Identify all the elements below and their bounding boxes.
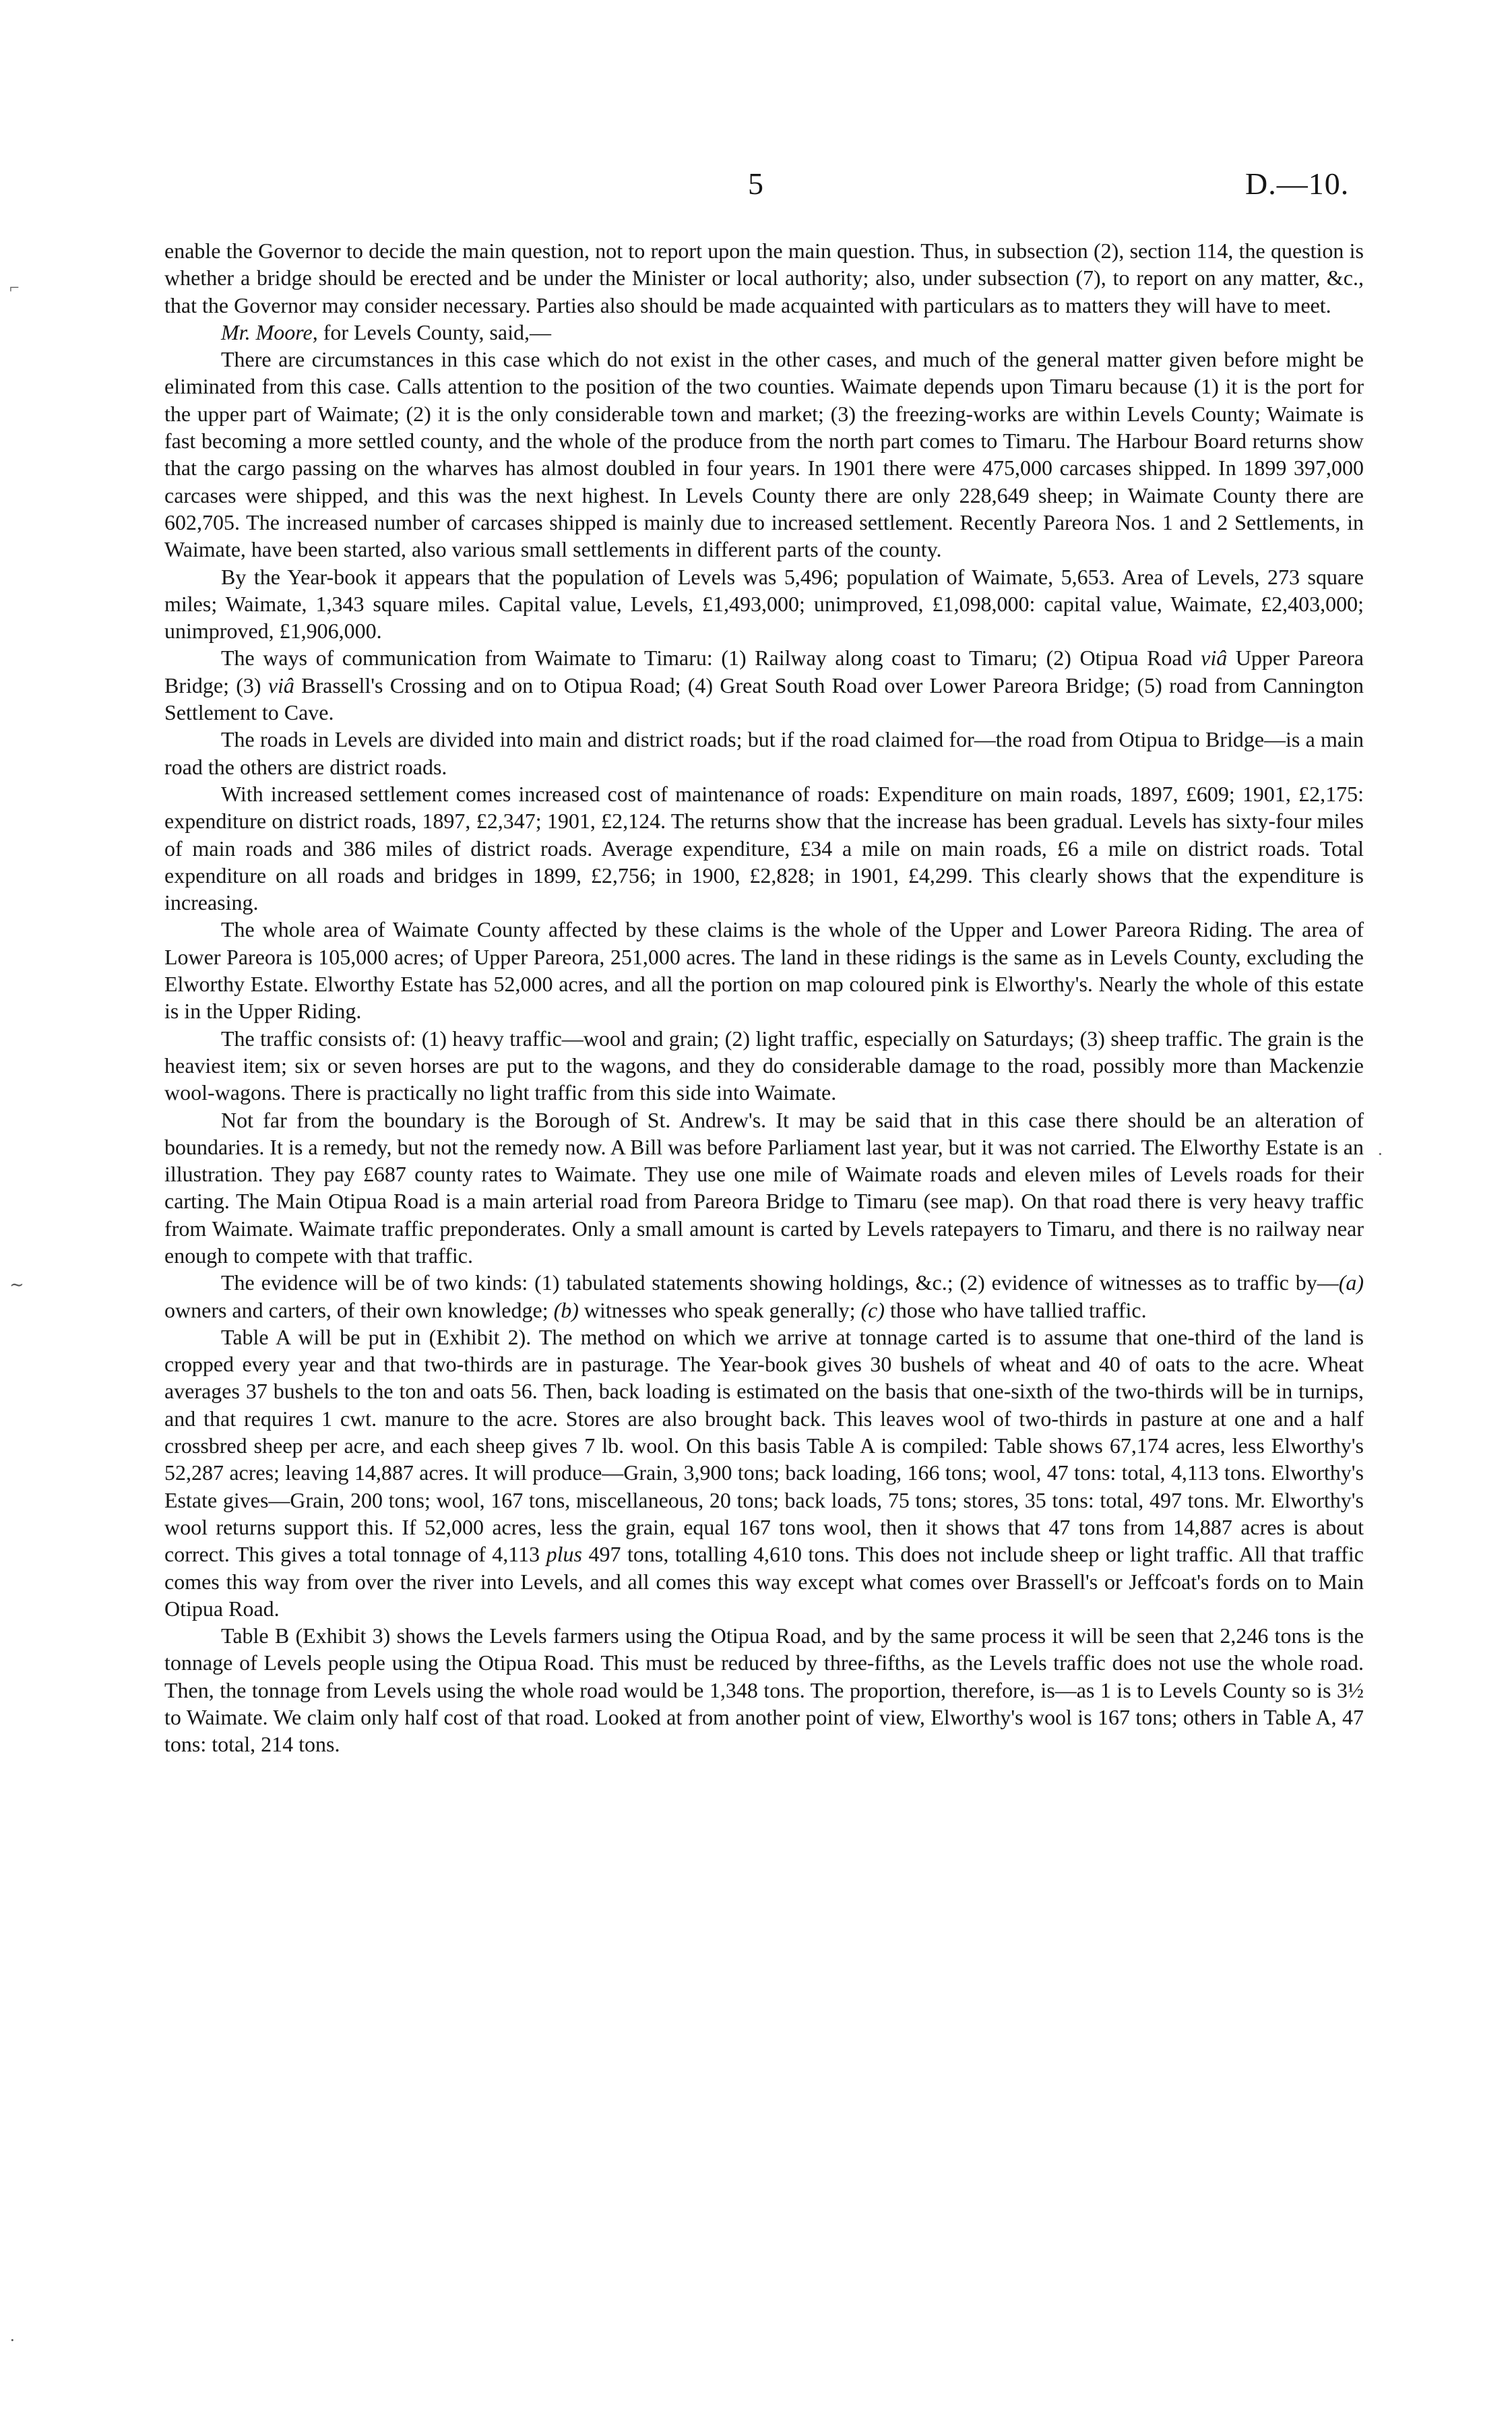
text-run: 497 tons, totalling 4,610 tons. This does not include sheep or light traffic. All that traffic comes this way from over the river into Levels, and all comes this way except what comes over Brassell's or Jeffcoat's fords on to Main Otipua Road.	[164, 1542, 1364, 1621]
paragraph: Table B (Exhibit 3) shows the Levels farmers using the Otipua Road, and by the same process it will be seen that 2,246 tons is the tonnage of Levels people using the Otipua Road. This must be reduced by three-fifths, as the Levels traffic does not use the whole road. Then, the tonnage from Levels using the whole road would be 1,348 tons. The proportion, therefore, is—as 1 is to Levels County so is 3½ to Waimate. We claim only half cost of that road. Looked at from another point of view, Elworthy's wool is 167 tons; others in Table A, 47 tons: total, 214 tons.	[164, 1623, 1364, 1757]
document-code: D.—10.	[1245, 166, 1350, 201]
margin-mark: ∼	[9, 1275, 24, 1295]
text-run: The evidence will be of two kinds: (1) tabulated statements showing holdings, &c.; (2) evidence of witnesses as to traffic by—	[221, 1270, 1339, 1295]
text-run: Brassell's Crossing and on to Otipua Road; (4) Great South Road over Lower Pareora Bridge; (5) road from Cannington Settlement to Cave.	[164, 673, 1364, 725]
paragraph	[164, 1324, 1364, 1622]
paragraph: enable the Governor to decide the main question, not to report upon the main question. Thus, in subsection (2), section 114, the question is whether a bridge should be erected and be under the Minister or local authority; also, under subsection (7), to report on any matter, &c., that the Governor may consider necessary. Parties also should be made acquainted with particulars as to matters they will have to meet.	[164, 239, 1364, 317]
text-run: Table A will be put in (Exhibit 2). The method on which we arrive at tonnage carted is to assume that one-third of the land is cropped every year and that two-thirds are in pasturage. The Year-book gives 30 bushels of wheat and 40 of oats to the acre. Wheat averages 37 bushels to the ton and oats 56. Then, back loading is estimated on the basis that one-sixth of the two-thirds will be in turnips, and that requires 1 cwt. manure to the acre. Stores are also brought back. This leaves wool of two-thirds in pasture at one and a half crossbred sheep per acre, and each sheep gives 7 lb. wool. On this basis Table A is compiled: Table shows 67,174 acres, less Elworthy's 52,287 acres; leaving 14,887 acres. It will produce—Grain, 3,900 tons; back loading, 166 tons; wool, 47 tons: total, 4,113 tons. Elworthy's Estate gives—Grain, 200 tons; wool, 167 tons, miscellaneous, 20 tons; back loads, 75 tons; stores, 35 tons: total, 497 tons. Mr. Elworthy's wool returns support this. If 52,000 acres, less the grain, equal 167 tons wool, then it shows that 47 tons from 14,887 acres is about correct. This gives a total tonnage of 4,113	[164, 1324, 1364, 1567]
paragraph: The traffic consists of: (1) heavy traffic—wool and grain; (2) light traffic, especially on Saturdays; (3) sheep traffic. The grain is the heaviest item; six or seven horses are put to the wagons, and they do considerable damage to the road, possibly more than Mackenzie wool-wagons. There is practically no light traffic from this side into Waimate.	[164, 1026, 1364, 1105]
page-number: 5	[748, 166, 763, 201]
paragraph: The roads in Levels are divided into main and district roads; but if the road claimed for—the road from Otipua to Bridge—is a main road the others are district roads.	[164, 727, 1364, 779]
margin-mark: ·	[1377, 1144, 1383, 1164]
text-run: The ways of communication from Waimate to Timaru: (1) Railway along coast to Timaru; (2) Otipua Road	[221, 646, 1201, 671]
italic-via: viâ	[1201, 646, 1228, 671]
paragraph-speaker	[164, 319, 1364, 346]
speaker-intro: for Levels County, said,—	[317, 319, 551, 344]
italic-via: viâ	[267, 673, 294, 697]
text-run: Upper Pareora Bridge; (3)	[164, 646, 1364, 697]
paragraph	[164, 644, 1364, 726]
speaker-name: Mr. Moore,	[221, 319, 318, 344]
margin-mark: ⌐	[9, 278, 20, 297]
italic-plus: plus	[546, 1542, 582, 1567]
paragraph: Not far from the boundary is the Borough of St. Andrew's. It may be said that in this case there should be an alteration of boundaries. It is a remedy, but not the remedy now. A Bill was before Parliament last year, but it was not carried. The Elworthy Estate is an illustration. They pay £687 county rates to Waimate. They use one mile of Waimate roads and eleven miles of Levels roads for their carting. The Main Otipua Road is a main arterial road from Pareora Bridge to Timaru (see map). On that road there is very heavy traffic from Waimate. Waimate traffic preponderates. Only a small amount is carted by Levels ratepayers to Timaru, and there is no railway near enough to compete with that traffic.	[164, 1107, 1364, 1268]
text-run: owners and carters, of their own knowledge;	[164, 1297, 554, 1322]
italic-letter: (a)	[1338, 1270, 1364, 1295]
body-text	[164, 237, 1364, 1758]
text-run: witnesses who speak generally;	[578, 1297, 861, 1322]
margin-mark: ·	[9, 2330, 15, 2350]
paragraph: The whole area of Waimate County affected by these claims is the whole of the Upper and Lower Pareora Riding. The area of Lower Pareora is 105,000 acres; of Upper Pareora, 251,000 acres. The land in these ridings is the same as in Levels County, excluding the Elworthy Estate. Elworthy Estate has 52,000 acres, and all the portion on map coloured pink is Elworthy's. Nearly the whole of this estate is in the Upper Riding.	[164, 917, 1364, 1024]
paragraph: By the Year-book it appears that the population of Levels was 5,496; population of Waimate, 5,653. Area of Levels, 273 square miles; Waimate, 1,343 square miles. Capital value, Levels, £1,493,000; unimproved, £1,098,000: capital value, Waimate, £2,403,000; unimproved, £1,906,000.	[164, 564, 1364, 644]
paragraph: There are circumstances in this case which do not exist in the other cases, and much of the general matter given before might be eliminated from this case. Calls attention to the position of the two counties. Waimate depends upon Timaru because (1) it is the port for the upper part of Waimate; (2) it is the only considerable town and market; (3) the freezing-works are within Levels County; Waimate is fast becoming a more settled county, and the whole of the produce from the north part comes to Timaru. The Harbour Board returns show that the cargo passing on the wharves has almost doubled in four years. In 1901 there were 475,000 carcases shipped. In 1899 397,000 carcases were shipped, and this was the next highest. In Levels County there are only 228,649 sheep; in Waimate County there are 602,705. The increased number of carcases shipped is mainly due to increased settlement. Recently Pareora Nos. 1 and 2 Settlements, in Waimate, have been started, also various small settlements in different parts of the county.	[164, 347, 1364, 562]
paragraph	[164, 1269, 1364, 1324]
italic-letter: (c)	[860, 1297, 885, 1322]
italic-letter: (b)	[553, 1297, 579, 1322]
paragraph: With increased settlement comes increased cost of maintenance of roads: Expenditure on main roads, 1897, £609; 1901, £2,175: expenditure on district roads, 1897, £2,347; 1901, £2,124. The returns show that the increase has been gradual. Levels has sixty-four miles of main roads and 386 miles of district roads. Average expenditure, £34 a mile on main roads, £6 a mile on district roads. Total expenditure on all roads and bridges in 1899, £2,756; in 1900, £2,828; in 1901, £4,299. This clearly shows that the expenditure is increasing.	[164, 781, 1364, 915]
text-run: those who have tallied traffic.	[884, 1297, 1147, 1322]
